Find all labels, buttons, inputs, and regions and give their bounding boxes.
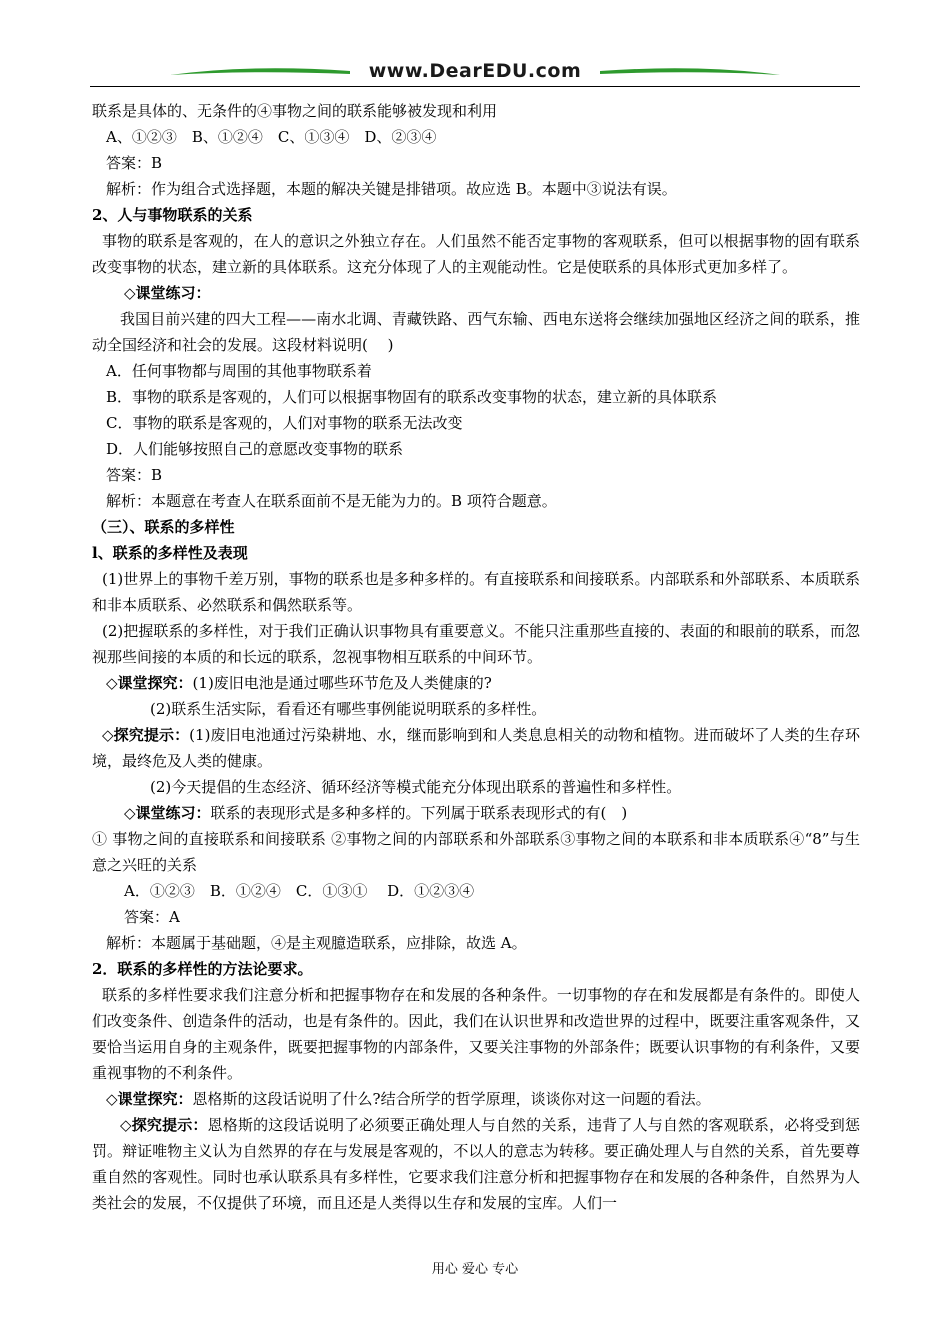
- inquiry-block: [92, 670, 860, 696]
- hint-label: ◇探究提示：: [120, 1116, 208, 1134]
- section-heading: 2、人与事物联系的关系: [92, 206, 253, 224]
- hint-text: (2)今天提倡的生态经济、循环经济等模式能充分体现出联系的普遍性和多样性。: [150, 778, 682, 796]
- subsection-heading: l、联系的多样性及表现: [92, 544, 248, 562]
- paragraph: 联系的多样性要求我们注意分析和把握事物存在和发展的各种条件。一切事物的存在和发展都是有条件的。即使人们改变条件、创造条件的活动，也是有条件的。因此，我们在认识世界和改造世界的过程中，既要注重客观条件，又要恰当运用自身的主观条件，既要把握事物的内部条件，又要关注事物的外部条件；既要认识事物的有利条件，又要重视事物的不利条件。: [92, 986, 860, 1082]
- exercise-question: 我国目前兴建的四大工程——南水北调、青藏铁路、西气东输、西电东送将会继续加强地区经济之间的联系，推动全国经济和社会的发展。这段材料说明( ): [92, 310, 860, 354]
- page-header: [90, 58, 860, 88]
- section-heading: （三）、联系的多样性: [92, 518, 235, 536]
- analysis-line: 解析：本题属于基础题，④是主观臆造联系，应排除，故选 A。: [106, 934, 527, 952]
- answer-line: 答案：B: [106, 466, 163, 484]
- hint-text: (1)废旧电池通过污染耕地、水，继而影响到和人类息息相关的动物和植物。进而破坏了人类的生存环境，最终危及人类的健康。: [92, 726, 860, 770]
- paragraph: 事物的联系是客观的，在人的意识之外独立存在。人们虽然不能否定事物的客观联系，但可以根据事物的固有联系改变事物的状态，建立新的具体联系。这充分体现了人的主观能动性。它是使联系的具体形式更加多样了。: [92, 232, 860, 276]
- hint-block: [92, 1112, 860, 1216]
- hint-text: 恩格斯的这段话说明了必须要正确处理人与自然的关系，违背了人与自然的客观联系，必将受到惩罚。辩证唯物主义认为自然界的存在与发展是客观的，不以人的意志为转移。要正确处理人与自然的关系，首先要尊重自然的客观性。同时也承认联系具有多样性，它要求我们注意分析和把握事物存在和发展的各种条件，自然界为人类社会的发展，不仅提供了环境，而且还是人类得以生存和发展的宝库。人们一: [92, 1116, 860, 1212]
- answer-line: 答案：A: [124, 908, 180, 926]
- exercise-label: ◇课堂练习：: [124, 804, 211, 822]
- page-footer: 用心 爱心 专心: [431, 1262, 519, 1277]
- exercise-items: ① 事物之间的直接联系和间接联系 ②事物之间的内部联系和外部联系③事物之间的本联系和非本质联系④“8”与生意之兴旺的关系: [92, 830, 860, 874]
- header-divider: [90, 86, 860, 87]
- exercise-question: 联系的表现形式是多种多样的。下列属于联系表现形式的有( ): [210, 804, 628, 822]
- inquiry-question: 恩格斯的这段话说明了什么?结合所学的哲学原理，谈谈你对这一问题的看法。: [192, 1090, 711, 1108]
- subsection-heading: 2．联系的多样性的方法论要求。: [92, 960, 313, 978]
- hint-label: ◇探究提示：: [102, 726, 190, 744]
- option-c: C．事物的联系是客观的，人们对事物的联系无法改变: [106, 414, 463, 432]
- inquiry-label: ◇课堂探究：: [106, 674, 193, 692]
- choice-options: A．①②③ B．①②④ C．①③① D．①②③④: [124, 882, 475, 900]
- inquiry-question: (1)废旧电池是通过哪些环节危及人类健康的?: [192, 674, 492, 692]
- choice-options: A、①②③ B、①②④ C、①③④ D、②③④: [106, 128, 437, 146]
- option-a: A．任何事物都与周围的其他事物联系着: [106, 362, 372, 380]
- inquiry-label: ◇课堂探究：: [106, 1090, 193, 1108]
- option-d: D．人们能够按照自己的意愿改变事物的联系: [106, 440, 404, 458]
- option-b: B．事物的联系是客观的，人们可以根据事物固有的联系改变事物的状态，建立新的具体联系: [106, 388, 718, 406]
- exercise-label: ◇课堂练习：: [124, 284, 211, 302]
- analysis-line: 解析：本题意在考查人在联系面前不是无能为力的。B 项符合题意。: [106, 492, 557, 510]
- inquiry-block: [92, 1086, 860, 1112]
- answer-line: 答案：B: [106, 154, 163, 172]
- hint-block: [92, 722, 860, 774]
- exercise-block: [92, 800, 860, 826]
- document-body: [92, 98, 860, 1216]
- site-brand: www.DearEDU.com: [368, 60, 582, 82]
- inquiry-question: (2)联系生活实际，看看还有哪些事例能说明联系的多样性。: [150, 700, 547, 718]
- paragraph: (2)把握联系的多样性，对于我们正确认识事物具有重要意义。不能只注重那些直接的、表面的和眼前的联系，而忽视那些间接的本质的和长远的联系，忽视事物相互联系的中间环节。: [92, 622, 860, 666]
- paragraph: (1)世界上的事物千差万别，事物的联系也是多种多样的。有直接联系和间接联系。内部联系和外部联系、本质联系和非本质联系、必然联系和偶然联系等。: [92, 570, 860, 614]
- analysis-line: 解析：作为组合式选择题，本题的解决关键是排错项。故应选 B。本题中③说法有误。: [106, 180, 677, 198]
- text-line: 联系是具体的、无条件的④事物之间的联系能够被发现和利用: [92, 102, 498, 120]
